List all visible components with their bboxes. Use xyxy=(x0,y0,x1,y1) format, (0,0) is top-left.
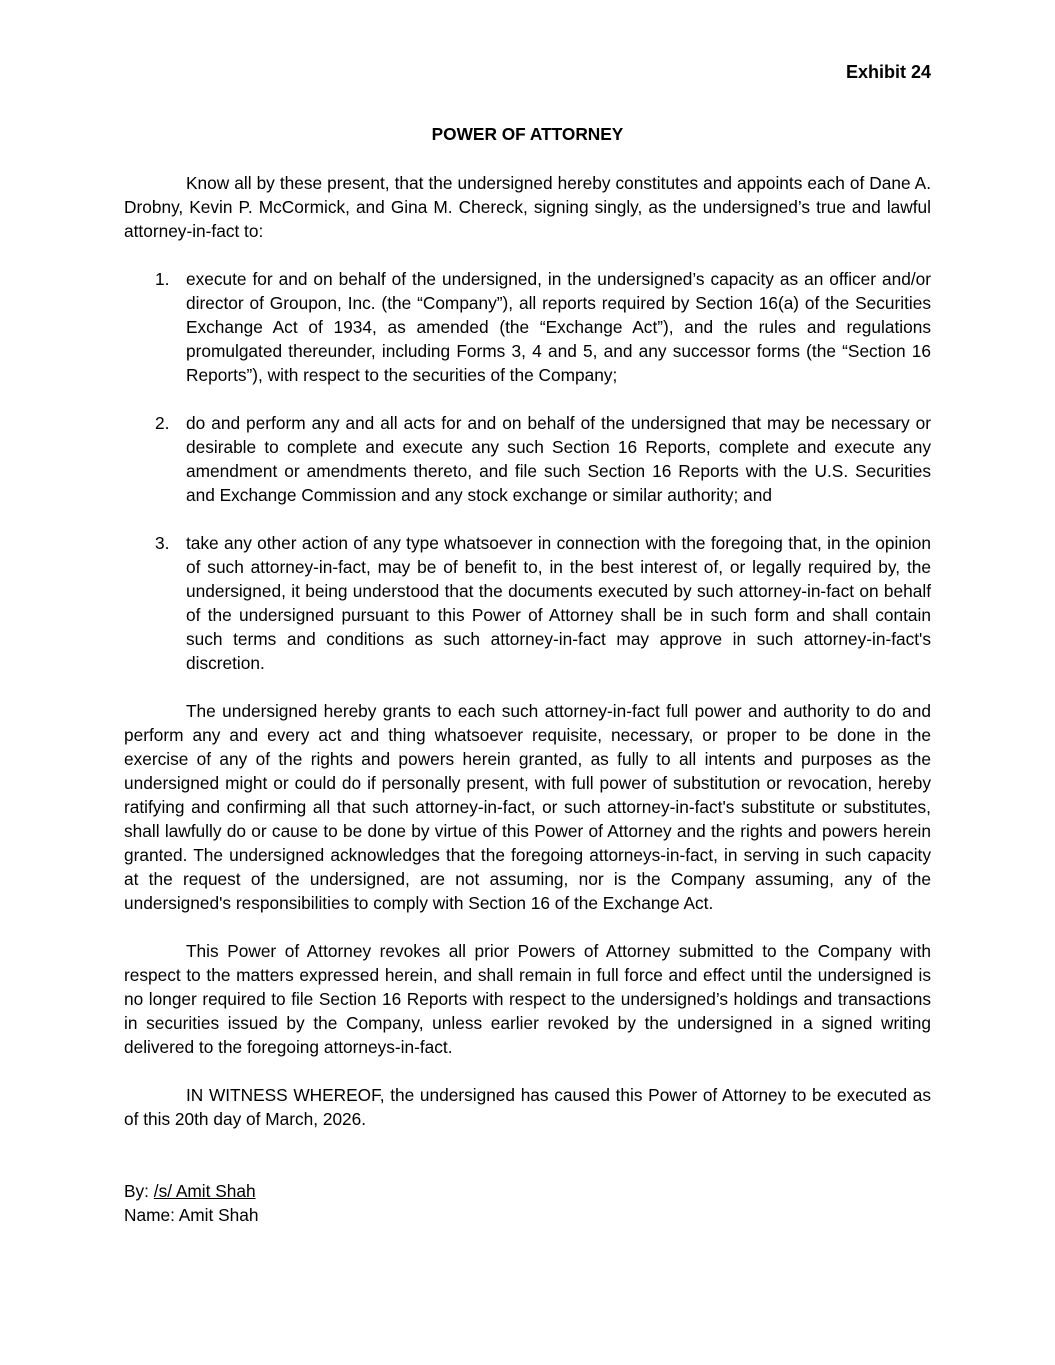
grant-paragraph: The undersigned hereby grants to each such attorney-in-fact full power and authority to do and perform any and every act and thing whatsoever requisite, necessary, or proper to be done in the exercise of any of the rights and powers herein granted, as fully to all intents and purposes as the undersigned might or could do if personally present, with full power of substitution or revocation, hereby ratifying and confirming all that such attorney-in-fact, or such attorney-in-fact's substitute or substitutes, shall lawfully do or cause to be done by virtue of this Power of Attorney and the rights and powers herein granted. The undersigned acknowledges that the foregoing attorneys-in-fact, in serving in such capacity at the request of the undersigned, are not assuming, nor is the Company assuming, any of the undersigned's responsibilities to comply with Section 16 of the Exchange Act. xyxy=(124,701,931,913)
signature-block xyxy=(124,1179,931,1227)
list-item-text: do and perform any and all acts for and on behalf of the undersigned that may be necessary or desirable to complete and execute any such Section 16 Reports, complete and execute any amendment or amendments thereto, and file such Section 16 Reports with the U.S. Securities and Exchange Commission and any stock exchange or similar authority; and xyxy=(186,413,931,505)
list-item xyxy=(124,411,931,507)
intro-paragraph: Know all by these present, that the undersigned hereby constitutes and appoints each of Dane A. Drobny, Kevin P. McCormick, and Gina M. Chereck, signing singly, as the undersigned’s true and lawful attorney-in-fact to: xyxy=(124,173,931,241)
list-number: 2. xyxy=(155,413,170,433)
powers-list xyxy=(124,267,931,675)
list-number: 1. xyxy=(155,269,170,289)
document-body xyxy=(124,171,931,1227)
list-number: 3. xyxy=(155,533,170,553)
list-item-text: execute for and on behalf of the undersigned, in the undersigned’s capacity as an officer and/or director of Groupon, Inc. (the “Company”), all reports required by Section 16(a) of the Securities Exchange Act of 1934, as amended (the “Exchange Act”), and the rules and regulations promulgated thereunder, including Forms 3, 4 and 5, and any successor forms (the “Section 16 Reports”), with respect to the securities of the Company; xyxy=(186,269,931,385)
list-item xyxy=(124,531,931,675)
list-item xyxy=(124,267,931,387)
signature-name-line xyxy=(124,1203,931,1227)
list-item-text: take any other action of any type whatsoever in connection with the foregoing that, in the opinion of such attorney-in-fact, may be of benefit to, in the best interest of, or legally required by, the undersigned, it being understood that the documents executed by such attorney-in-fact on behalf of the undersigned pursuant to this Power of Attorney shall be in such form and shall contain such terms and conditions as such attorney-in-fact may approve in such attorney-in-fact's discretion. xyxy=(186,533,931,673)
document-title: POWER OF ATTORNEY xyxy=(431,124,624,144)
witness-paragraph: IN WITNESS WHEREOF, the undersigned has caused this Power of Attorney to be executed as of this 20th day of March, 2026. xyxy=(124,1085,931,1129)
exhibit-label: Exhibit 24 xyxy=(845,62,931,82)
signer-name: Amit Shah xyxy=(178,1205,259,1225)
signature-value: /s/ Amit Shah xyxy=(153,1181,256,1201)
signature-by-line xyxy=(124,1179,931,1203)
name-label: Name: xyxy=(124,1205,179,1225)
by-label: By: xyxy=(124,1181,154,1201)
revocation-paragraph: This Power of Attorney revokes all prior Powers of Attorney submitted to the Company with respect to the matters expressed herein, and shall remain in full force and effect until the undersigned is no longer required to file Section 16 Reports with respect to the undersigned’s holdings and transactions in securities issued by the Company, unless earlier revoked by the undersigned in a signed writing delivered to the foregoing attorneys-in-fact. xyxy=(124,941,931,1057)
